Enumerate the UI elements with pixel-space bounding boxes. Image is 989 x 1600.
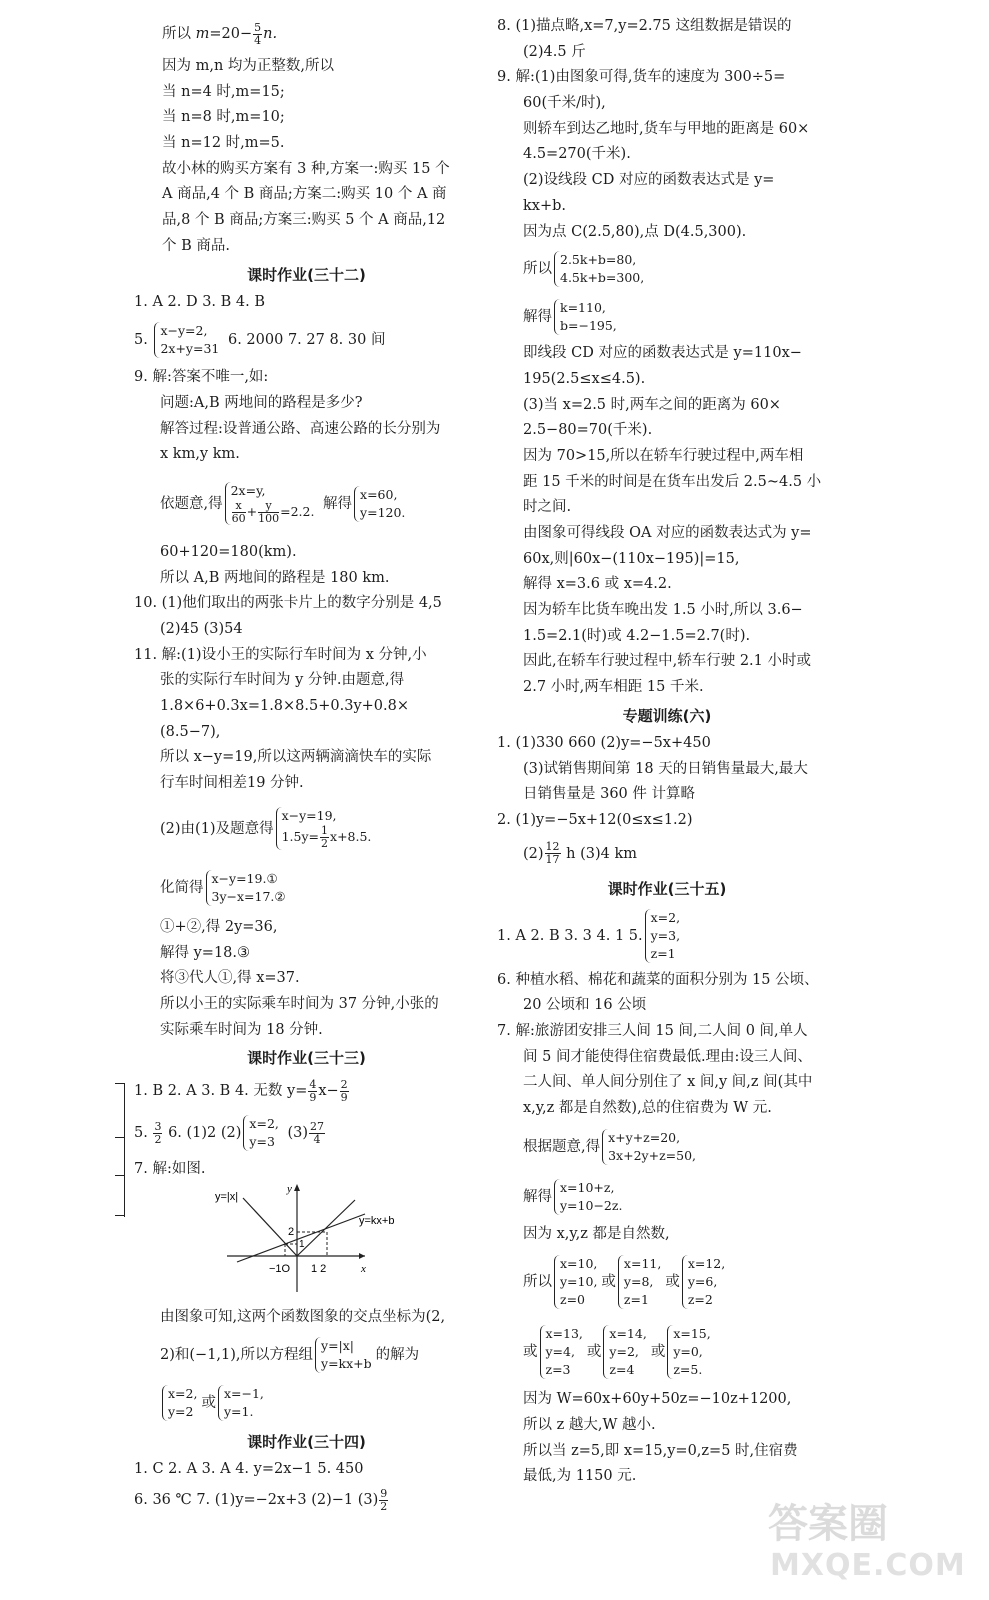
label-yabs: y=|x|	[215, 1191, 239, 1203]
x-axis-arrow	[359, 1253, 365, 1259]
line: 60x,则|60x−(110x−195)|=15,	[523, 550, 740, 567]
solution-system: x=12, y=6, z=2	[682, 1255, 725, 1309]
line: 所以 x−y=19,所以这两辆滴滴快车的实际	[160, 749, 432, 766]
line: 最低,为 1150 元.	[523, 1468, 637, 1485]
section-heading: 课时作业(三十四)	[247, 1432, 366, 1451]
answer-line: 6. 种植水稻、棉花和蔬菜的面积分别为 15 公顷、	[497, 971, 819, 988]
line: 日销售量是 360 件 计算略	[523, 786, 696, 803]
text: n.	[263, 26, 278, 42]
fraction: $\frac{5}{4}$	[254, 20, 262, 47]
solution-system: k=110, b=−195,	[554, 299, 617, 335]
line: (2)由(1)及题意得 x−y=19, 1.5y= $\frac{1}{2}$ x+8.5.	[160, 808, 372, 851]
line: 距 15 千米的时间是在货车出发后 2.5~4.5 小	[523, 473, 822, 490]
solution-system: x=−1, y=1.	[218, 1385, 264, 1421]
line: 所以 x=10, y=10, z=0 或 x=11, y=8, z=1 或 x=12, y=6, z=2	[523, 1256, 726, 1308]
line: 根据题意,得 x+y+z=20, 3x+2y+z=50,	[523, 1129, 697, 1163]
equation-system: x=2, y=3	[243, 1115, 278, 1151]
solution-system: x=2, y=2	[162, 1385, 197, 1421]
line: 当 n=12 时,m=5.	[162, 135, 285, 152]
line: x=2, y=2 或 x=−1, y=1.	[134, 1379, 479, 1427]
answer-line: 7. 解:旅游团安排三人间 15 间,二人间 0 间,单人	[497, 1022, 808, 1039]
tick-12: 1 2	[311, 1263, 327, 1275]
watermark	[760, 1492, 970, 1592]
line: x km,y km.	[160, 446, 240, 463]
answer-line: 9. 解:答案不唯一,如:	[134, 369, 269, 386]
watermark-url: MXQE.COM	[770, 1548, 966, 1583]
answer-line: 9. 解:(1)由图象可得,货车的速度为 300÷5=	[497, 69, 786, 86]
label-ykx: y=kx+b	[359, 1215, 395, 1227]
watermark-logo-text: 答案圈	[768, 1501, 888, 1547]
label-x: x	[361, 1263, 366, 1275]
line: x,y,z 都是自然数),总的住宿费为 W 元.	[523, 1100, 772, 1116]
function-graph	[215, 1180, 415, 1298]
line: 20 公顷和 16 公顷	[523, 997, 647, 1014]
line: 即线段 CD 对应的函数表达式是 y=110x−	[523, 345, 802, 362]
section-heading: 课时作业(三十五)	[607, 879, 727, 898]
label-y: y	[287, 1183, 292, 1195]
answer-line: 2. (1)y=−5x+12(0≤x≤1.2)	[497, 811, 693, 828]
line: 195(2.5≤x≤4.5).	[523, 370, 646, 387]
line: 因为轿车比货车晚出发 1.5 小时,所以 3.6−	[523, 602, 803, 619]
solution-system: x=15, y=0, z=5.	[667, 1325, 710, 1379]
line: 解得 y=18.③	[160, 944, 251, 961]
line: 解得 k=110, b=−195,	[523, 300, 617, 334]
line: 化简得 x−y=19.① 3y−x=17.②	[160, 870, 286, 904]
line: 所以当 z=5,即 x=15,y=0,z=5 时,住宿费	[523, 1442, 798, 1459]
line: (3)试销售期间第 18 天的日销售量最大,最大	[523, 760, 808, 777]
equation-system: x−y=19.① 3y−x=17.②	[206, 870, 286, 906]
bracket-tick	[115, 1215, 125, 1216]
equation-system: x−y=19, 1.5y= $\frac{1}{2}$ x+8.5.	[276, 807, 372, 850]
line: 张的实际行车时间为 y 分钟.由题意,得	[160, 672, 405, 689]
tick-m1o: −1O	[269, 1263, 291, 1275]
right-column	[497, 14, 837, 1490]
answer-line: 1. C 2. A 3. A 4. y=2x−1 5. 450	[134, 1460, 364, 1477]
line: 所以 A,B 两地间的路程是 180 km.	[160, 569, 390, 586]
answer-line: 1. B 2. A 3. B 4. 无数 y= $\frac{4}{9}$ x− $\frac{2}{9}$	[134, 1077, 348, 1104]
line: 或 x=13, y=4, z=3 或 x=14, y=2, z=4 或 x=15, y=0, z=5.	[523, 1326, 711, 1378]
line-kx-b	[237, 1214, 365, 1262]
line: (3)当 x=2.5 时,两车之间的距离为 60×	[523, 396, 781, 413]
tick-y2: 2	[288, 1226, 295, 1238]
line: 故小林的购买方案有 3 种,方案一:购买 15 个	[162, 160, 450, 177]
answer-line: 10. (1)他们取出的两张卡片上的数字分别是 4,5	[134, 595, 442, 612]
equation-system: 2.5k+b=80, 4.5k+b=300,	[554, 251, 644, 287]
equation-system: x+y+z=20, 3x+2y+z=50,	[602, 1129, 696, 1165]
line: 二人间、单人间分别住了 x 间,y 间,z 间(其中	[523, 1074, 813, 1091]
line: 品,8 个 B 商品;方案三:购买 5 个 A 商品,12	[162, 212, 446, 229]
line: 间 5 间才能使得住宿费最低.理由:设三人间、	[523, 1048, 812, 1065]
line: 所以 2.5k+b=80, 4.5k+b=300,	[523, 252, 645, 286]
line: (2) $\frac{12}{17}$ h (3)4 km	[523, 840, 638, 867]
equation-system: y=|x| y=kx+b	[315, 1337, 372, 1373]
line: 1.5=2.1(时)或 4.2−1.5=2.7(时).	[523, 627, 751, 644]
line: 因为点 C(2.5,80),点 D(4.5,300).	[523, 223, 747, 240]
line: 2)和(−1,1),所以方程组 y=|x| y=kx+b 的解为	[160, 1337, 420, 1371]
solution-system: x=60, y=120.	[354, 486, 405, 522]
line: A 商品,4 个 B 商品;方案二:购买 10 个 A 商	[162, 186, 447, 203]
answer-line: 6. 36 ℃ 7. (1)y=−2x+3 (2)−1 (3) $\frac{9}{2}$	[134, 1486, 388, 1513]
line: 将③代人①,得 x=37.	[160, 970, 300, 987]
solution-system: x=11, y=8, z=1	[618, 1255, 661, 1309]
text: 所以	[162, 26, 191, 42]
line: ①+②,得 2y=36,	[160, 918, 278, 935]
line: 依题意,得 2x=y, $\frac{x}{60}$ + $\frac{y}{100}$ =2.2. 解得 x=60, y=120.	[160, 483, 406, 526]
solution-system: x=10, y=10, z=0	[554, 1255, 597, 1309]
line: kx+b.	[523, 197, 567, 214]
solution-system: x=10+z, y=10−2z.	[554, 1179, 622, 1215]
line: 当 n=4 时,m=15;	[162, 83, 285, 100]
answer-line: 1. A 2. B 3. 3 4. 1 5. x=2, y=3, z=1	[497, 909, 681, 961]
line: 解得 x=3.6 或 x=4.2.	[523, 576, 672, 593]
line: 由图象可知,这两个函数图象的交点坐标为(2,	[160, 1308, 446, 1325]
answer-line: 8. (1)描点略,x=7,y=2.75 这组数据是错误的	[497, 18, 792, 34]
text: m	[195, 26, 210, 42]
line: 行车时间相差19 分钟.	[160, 775, 304, 792]
line: (2)45 (3)54	[160, 621, 243, 637]
line: 所以 z 越大,W 越小.	[523, 1417, 656, 1434]
line: (8.5−7),	[160, 723, 221, 740]
line: 因为 70>15,所以在轿车行驶过程中,两车相	[523, 447, 804, 464]
answer-line: 11. 解:(1)设小王的实际行车时间为 x 分钟,小	[134, 646, 427, 663]
line: 个 B 商品.	[162, 237, 230, 254]
line: 解答过程:设普通公路、高速公路的长分别为	[160, 420, 441, 437]
line: 解得 x=10+z, y=10−2z.	[523, 1179, 623, 1213]
equation-system: x−y=2, 2x+y=31	[154, 322, 219, 358]
line: 1.8×6+0.3x=1.8×8.5+0.3y+0.8×	[160, 698, 409, 715]
line: 2.5−80=70(千米).	[523, 422, 653, 439]
line: 实际乘车时间为 18 分钟.	[160, 1021, 323, 1038]
line: 时之间.	[523, 499, 572, 516]
equation-system: 2x=y, $\frac{x}{60}$ + $\frac{y}{100}$ =2.2.	[225, 482, 315, 525]
line: 因为 W=60x+60y+50z=−10z+1200,	[523, 1391, 792, 1408]
line: 60+120=180(km).	[160, 543, 297, 560]
answer-line: 7. 解:如图.	[134, 1161, 206, 1178]
tick-y1: 1	[299, 1239, 305, 1250]
solution-system: x=14, y=2, z=4	[603, 1325, 646, 1379]
solution-system: x=13, y=4, z=3	[540, 1325, 583, 1379]
line: 由图象可得线段 OA 对应的函数表达式为 y=	[523, 525, 812, 541]
line: 所以小王的实际乘车时间为 37 分钟,小张的	[160, 995, 439, 1012]
line: 问题:A,B 两地间的路程是多少?	[160, 394, 363, 411]
line: 2.7 小时,两车相距 15 千米.	[523, 679, 704, 696]
text: =20−	[209, 26, 253, 42]
section-heading: 专题训练(六)	[622, 706, 712, 725]
line: 则轿车到达乙地时,货车与甲地的距离是 60×	[523, 120, 810, 137]
line: 因此,在轿车行驶过程中,轿车行驶 2.1 小时或	[523, 653, 811, 670]
line: (2)设线段 CD 对应的函数表达式是 y=	[523, 172, 775, 189]
bracket-tick	[115, 1137, 125, 1138]
bracket-tick	[115, 1083, 125, 1084]
binding-bracket	[112, 1083, 125, 1217]
section-heading: 课时作业(三十二)	[247, 265, 366, 284]
section-heading: 课时作业(三十三)	[247, 1049, 366, 1068]
line: 因为 x,y,z 都是自然数,	[523, 1225, 670, 1242]
line: 4.5=270(千米).	[523, 146, 631, 163]
line	[134, 14, 479, 54]
answer-line: 1. (1)330 660 (2)y=−5x+450	[497, 734, 711, 751]
y-axis-arrow	[294, 1184, 300, 1191]
line: 当 n=8 时,m=10;	[162, 109, 285, 126]
answer-line: 1. A 2. D 3. B 4. B	[134, 293, 266, 310]
line: (2)4.5 斤	[523, 43, 586, 60]
answer-line: 5. $\frac{3}{2}$ 6. (1)2 (2) x=2, y=3 (3) $\frac{27}{4}$	[134, 1116, 325, 1150]
solution-system: x=2, y=3, z=1	[645, 909, 680, 963]
answer-line: 5. x−y=2, 2x+y=31 6. 2000 7. 27 8. 30 间	[134, 323, 386, 357]
bracket-tick	[115, 1175, 125, 1176]
line: 60(千米/时),	[523, 95, 606, 112]
line: 因为 m,n 均为正整数,所以	[162, 58, 335, 74]
